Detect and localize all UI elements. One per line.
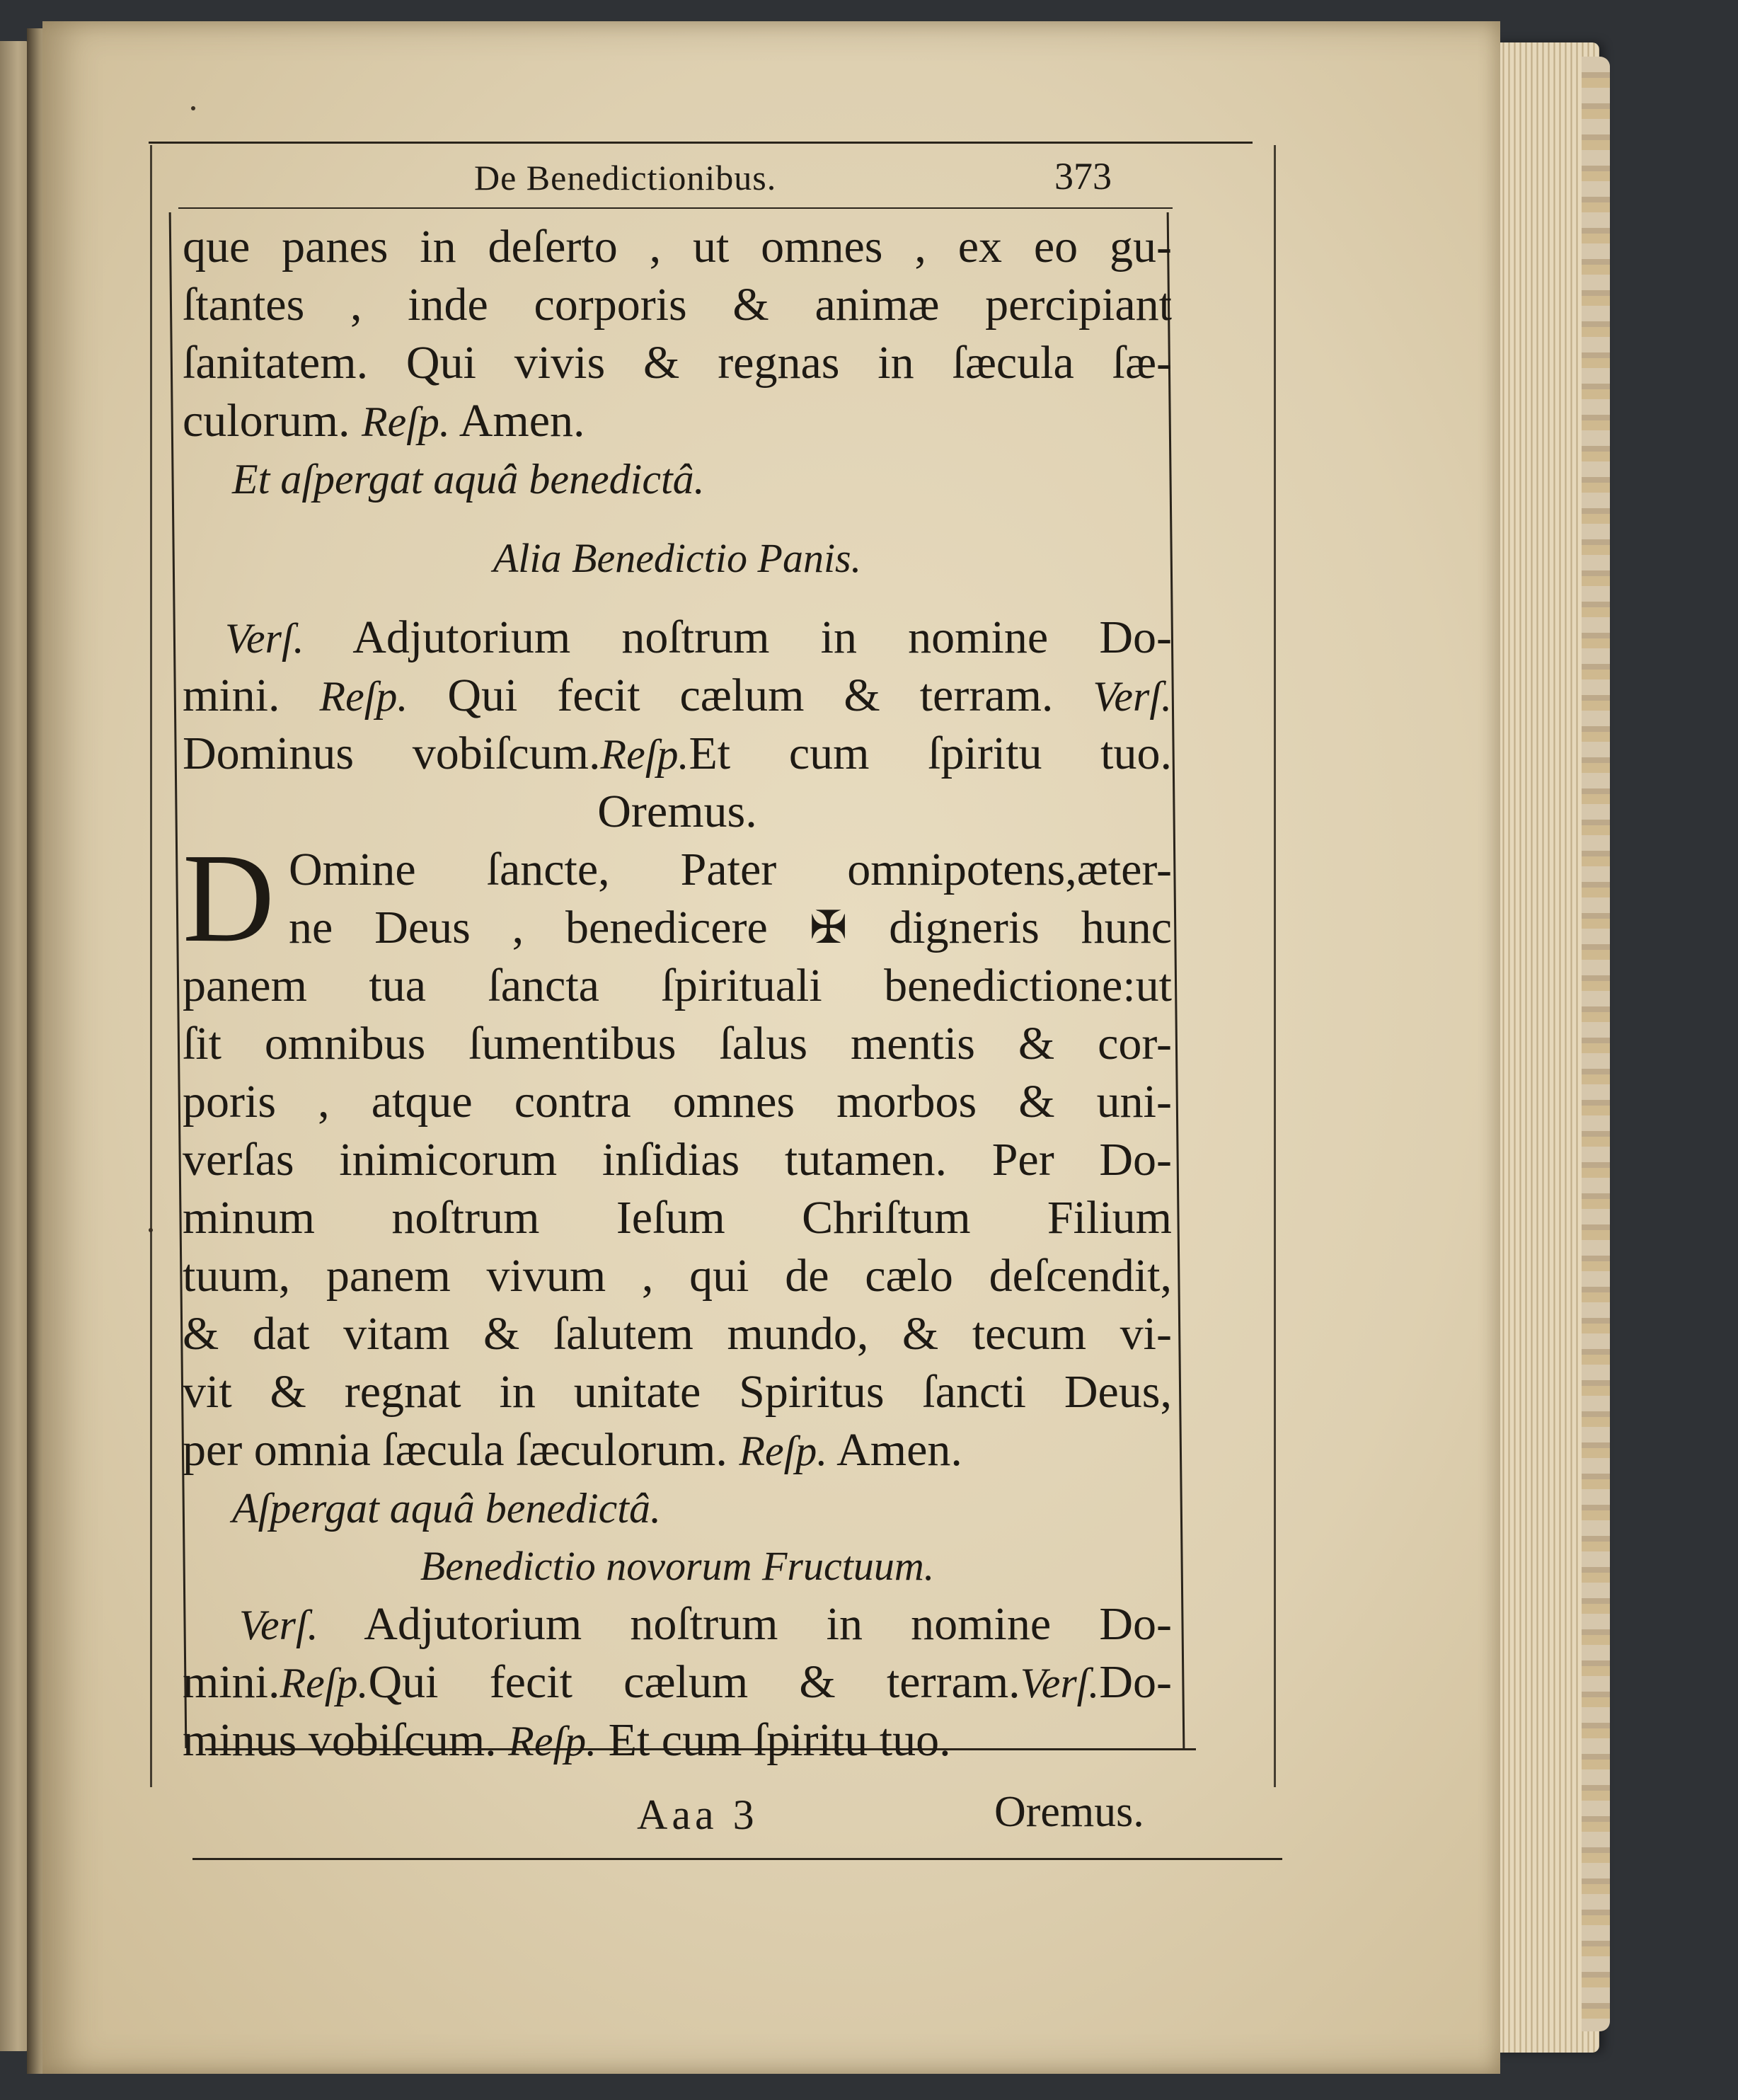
text-line: panem tua ſancta ſpirituali benedictione:ut [183,960,1172,1011]
resp-marker: Reſp. [600,731,689,778]
catchword: Oremus. [994,1788,1144,1836]
text-line [183,899,1172,957]
resp-marker: Reſp. [361,398,450,445]
vers-marker: Verſ. [1020,1660,1100,1706]
frame-rule-top [149,142,1253,144]
text-line [183,1653,1172,1711]
text-fragment: Amen. [836,1424,962,1476]
vers-marker: Verſ. [1093,673,1172,720]
text-fragment: ne Deus , benedicere [289,902,768,953]
rubric: Aſpergat aquâ benedictâ. [232,1485,661,1532]
text-line [183,1421,1172,1479]
text-line [183,667,1172,725]
text-line [183,1595,1172,1653]
text-fragment: Et cum ſpiritu tuo. [689,728,1172,779]
oremus-heading: Oremus. [597,786,757,837]
text-line: vit & regnat in unitate Spiritus ſancti Deus, [183,1366,1172,1418]
section-title: Alia Benedictio Panis. [493,535,862,581]
header-rule [178,207,1173,209]
footer-rule-outer [192,1858,1282,1860]
text-fragment: per omnia ſæcula ſæculorum. [183,1424,727,1476]
cross-icon: ✠ [809,902,848,953]
text-line: ſanitatem. Qui vivis & regnas in ſæcula ſæ- [183,337,1172,389]
text-fragment: Do- [1099,1656,1172,1708]
text-fragment: Adjutorium noſtrum in nomine Do- [364,1598,1172,1650]
text-fragment: digneris hunc [889,902,1172,953]
text-fragment: mini. [183,1656,280,1708]
section-title: Benedictio novorum Fructuum. [420,1543,935,1589]
text-fragment: Dominus vobiſcum. [183,728,601,779]
resp-marker: Reſp. [319,673,408,720]
facing-page-edge [0,41,30,2051]
signature-mark: Aaa 3 [637,1791,759,1838]
page-number: 373 [1054,155,1112,197]
rubric: Et aſpergat aquâ benedictâ. [232,456,705,503]
ink-speck [149,1228,153,1232]
text-fragment: minus vobiſcum. [183,1714,497,1766]
text-line [183,1711,1172,1769]
book-cover-edge [1582,57,1610,2031]
text-block [183,218,1172,1769]
text-line: poris , atque contra omnes morbos & uni- [183,1076,1172,1128]
text-line: verſas inimicorum inſidias tutamen. Per Do- [183,1134,1172,1186]
text-fragment: Amen. [459,395,585,447]
text-line [183,392,1172,450]
text-line: Omine ſancte, Pater omnipotens,æter- [289,844,1172,895]
resp-marker: Reſp. [739,1428,828,1474]
vers-marker: Verſ. [239,1602,318,1648]
drop-cap: D [183,827,275,968]
frame-outer-right [1274,145,1276,1787]
resp-marker: Reſp. [508,1718,597,1765]
text-line: tuum, panem vivum , qui de cælo deſcendit, [183,1250,1172,1302]
frame-outer-left [150,145,152,1787]
resp-marker: Reſp. [280,1660,369,1706]
text-fragment: Qui fecit cælum & terram. [368,1656,1020,1708]
text-line: & dat vitam & ſalutem mundo, & tecum vi- [183,1308,1172,1360]
text-line: que panes in deſerto , ut omnes , ex eo gu- [183,221,1172,272]
running-head: De Benedictionibus. [474,158,777,197]
text-line [183,609,1172,667]
ink-speck [191,106,195,110]
prayer-opening [183,827,1172,968]
text-line: ſtantes , inde corporis & animæ percipiant [183,279,1172,331]
text-line: minum noſtrum Ieſum Chriſtum Filium [183,1192,1172,1244]
text-fragment: culorum. [183,395,350,447]
text-fragment: Adjutorium noſtrum in nomine Do- [352,612,1172,663]
text-fragment: mini. [183,670,280,721]
text-line [183,725,1172,783]
text-fragment: Qui fecit cælum & terram. [447,670,1054,721]
text-fragment: Et cum ſpiritu tuo. [608,1714,951,1766]
text-line: ſit omnibus ſumentibus ſalus mentis & cor- [183,1018,1172,1069]
vers-marker: Verſ. [225,615,304,662]
